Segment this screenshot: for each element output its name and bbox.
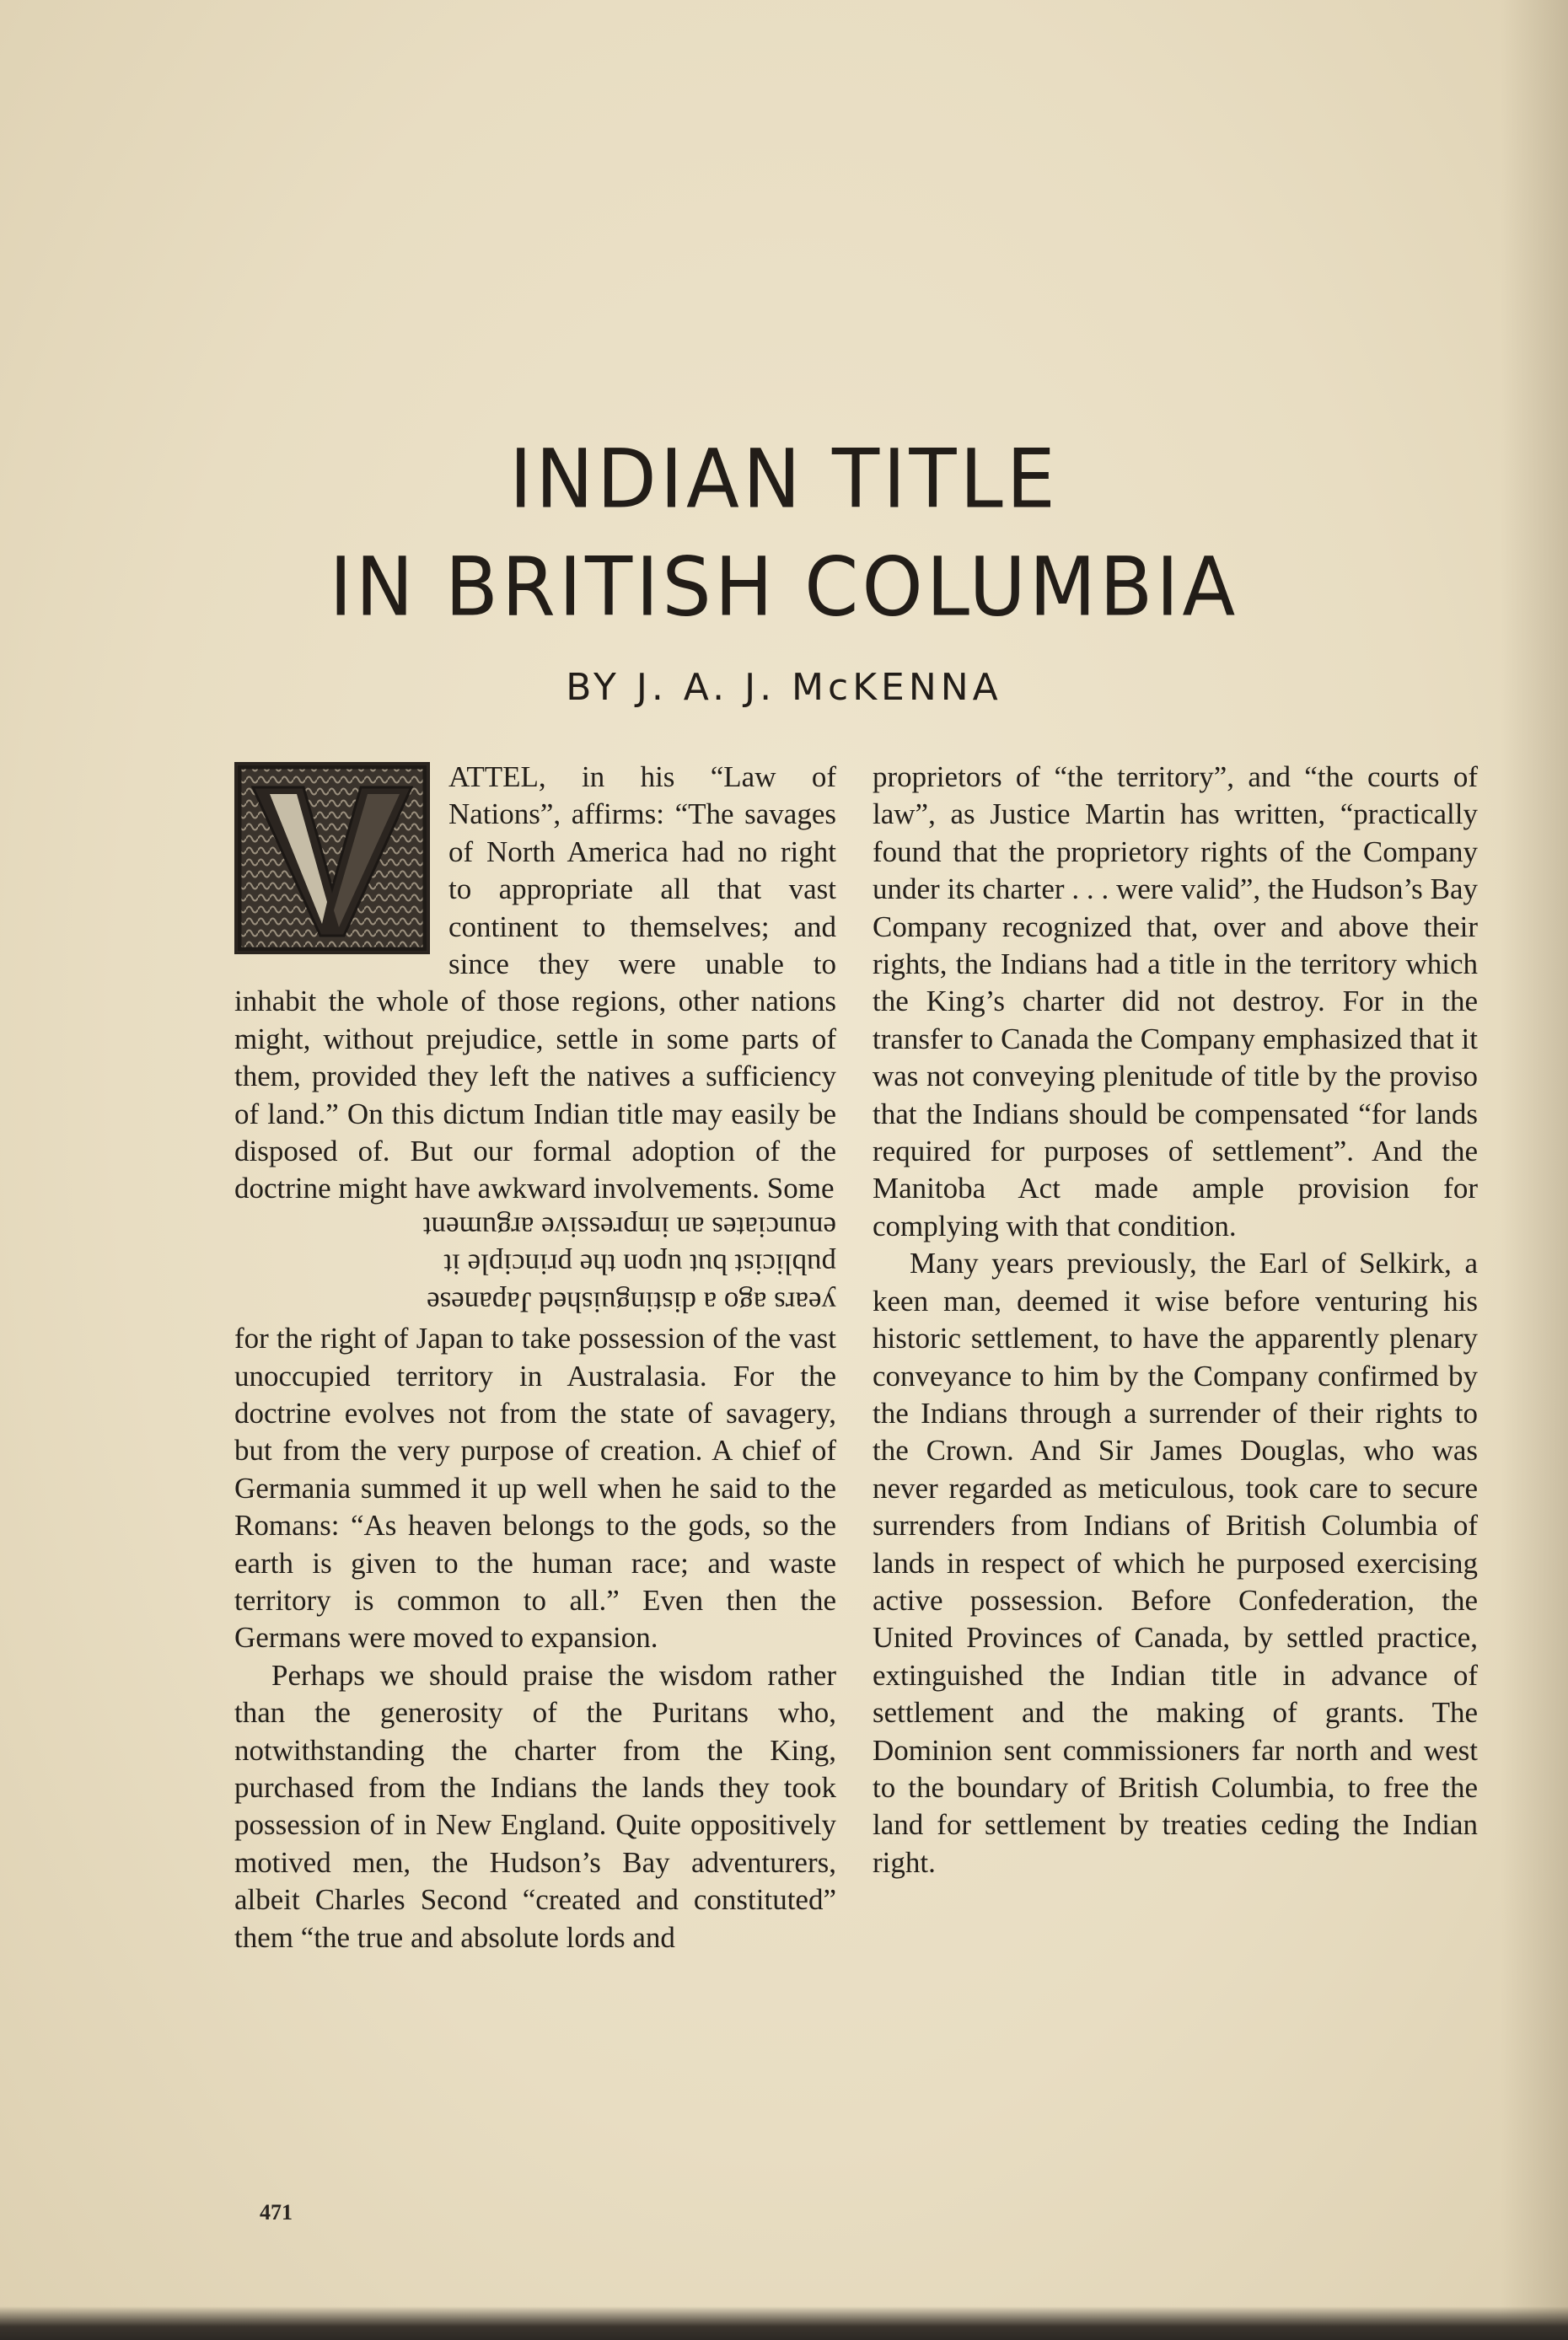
right-column <box>873 759 1478 1881</box>
title-line-2: IN BRITISH COLUMBIA <box>329 539 1239 635</box>
right-paragraph-1: proprietors of “the territory”, and “the courts of law”, as Justice Martin has written, “practically found that the proprietory rights of the Company under its charter . . . were valid”, the Hudson’s Bay Company recognized that, over and above their rights, the Indians had a title in the territory which the King’s charter did not destroy. For in the transfer to Canada the Company emphasized that it was not conveying plenitude of title by the proviso that the Indians should be compensated “for lands required for purposes of settlement”. And the Manitoba Act made ample provision for complying with that condition. <box>873 760 1478 1242</box>
left-column <box>234 759 836 1956</box>
inverted-line-2: publicist but upon the principle it <box>443 1248 836 1281</box>
byline: BY J. A. J. McKENNA <box>566 666 1002 709</box>
page-number: 471 <box>260 2200 293 2225</box>
inverted-line-1: enunciates an impressive argument <box>422 1210 836 1244</box>
right-paragraph-2: Many years previously, the Earl of Selkirk, a keen man, deemed it wise before venturing his historic settlement, to have the apparently plenary conveyance to him by the Company confirmed by the Indians through a surrender of their rights to the Crown. And Sir James Douglas, who was never regarded as meticulous, took care to secure surrenders from Indians of British Columbia of lands in respect of which he purposed exercising active possession. Before Confederation, the United Provinces of Canada, by settled practice, extinguished the Indian title in advance of settlement and the making of grants. The Dominion sent commissioners far north and west to the boundary of British Columbia, to free the land for settlement by treaties ceding the Indian right. <box>873 1247 1478 1879</box>
left-paragraph-1-tail: for the right of Japan to take possession of the vast unoccupied territory in Australasia. For the doctrine evolves not from the state of savagery, but from the very purpose of creation. A chief of Germania summed it up well when he said to the Romans: “As heaven belongs to the gods, so the earth is given to the human race; and waste territory is common to all.” Even then the Germans were moved to expansion. <box>234 1322 836 1655</box>
drop-cap-ornament <box>234 762 430 954</box>
drop-cap-v-icon <box>234 762 430 954</box>
left-paragraph-1-lead: ATTEL, in his “Law of Nations”, affirms: “The savages of North America had no right to appropriate all that vast continent to themselves; and since they were unable to inhabit the whole of those regions, other nations might, without prejudice, settle in some parts of them, provided they left the natives a sufficiency of land.” On this dictum Indian title may easily be disposed of. But our formal adoption of the doctrine might have awkward involvements. Some <box>234 760 836 1205</box>
title-line-1: INDIAN TITLE <box>509 432 1059 527</box>
inverted-line-3: years ago a distinguished Japanese <box>427 1285 836 1319</box>
page-edge-shadow <box>1501 0 1568 2340</box>
left-paragraph-1 <box>234 759 836 1657</box>
article-title <box>0 426 1568 641</box>
show-through-ghost <box>590 126 1349 177</box>
page-bottom-edge <box>0 2306 1568 2340</box>
left-paragraph-2: Perhaps we should praise the wisdom rather than the generosity of the Puritans who, notwithstanding the charter from the King, purchased from the Indians the lands they took possession of in New England. Quite oppositively motived men, the Hudson’s Bay adventurers, albeit Charles Second “created and constituted” them “the true and absolute lords and <box>234 1658 836 1954</box>
